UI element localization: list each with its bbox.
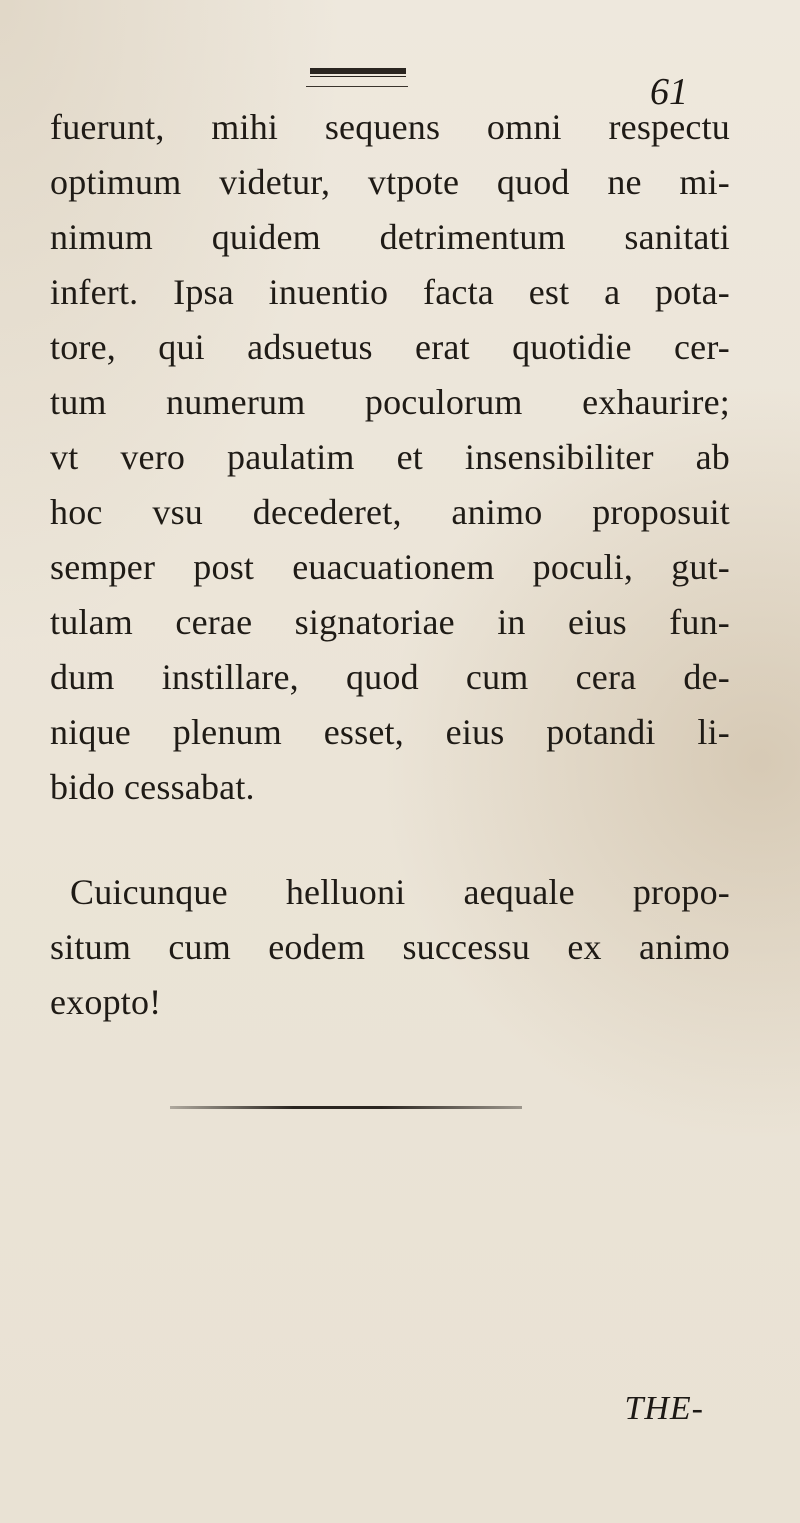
catchword: THE-: [624, 1390, 704, 1427]
text-line: Cuicunque helluoni aequale propo-: [70, 872, 730, 912]
text-line: tulam cerae signatoriae in eius fun-: [50, 602, 730, 642]
text-line: situm cum eodem successu ex animo: [50, 927, 730, 967]
text-line: nimum quidem detrimentum sanitati: [50, 217, 730, 257]
text-line: infert. Ipsa inuentio facta est a pota-: [50, 272, 730, 312]
text-line: vt vero paulatim et insensibiliter ab: [50, 437, 730, 477]
text-line: tum numerum poculorum exhaurire;: [50, 382, 730, 422]
text-line: bido cessabat.: [50, 767, 255, 807]
paragraph-1: [50, 100, 730, 815]
paragraph-2: [50, 865, 730, 1030]
text-line: fuerunt, mihi sequens omni respectu: [50, 107, 730, 147]
text-line: hoc vsu decederet, animo proposuit: [50, 492, 730, 532]
text-line: dum instillare, quod cum cera de-: [50, 657, 730, 697]
text-line: semper post euacuationem poculi, gut-: [50, 547, 730, 587]
page-number: 61: [650, 71, 688, 113]
text-line: tore, qui adsuetus erat quotidie cer-: [50, 327, 730, 367]
paragraph-gap: [50, 815, 730, 865]
header-ornament-rule: [310, 68, 406, 77]
text-line: exopto!: [50, 982, 162, 1022]
header-thin-rule: [306, 86, 408, 87]
text-line: nique plenum esset, eius potandi li-: [50, 712, 730, 752]
text-line: optimum videtur, vtpote quod ne mi-: [50, 162, 730, 202]
body-text: [50, 100, 730, 1030]
closing-rule: [170, 1106, 522, 1109]
